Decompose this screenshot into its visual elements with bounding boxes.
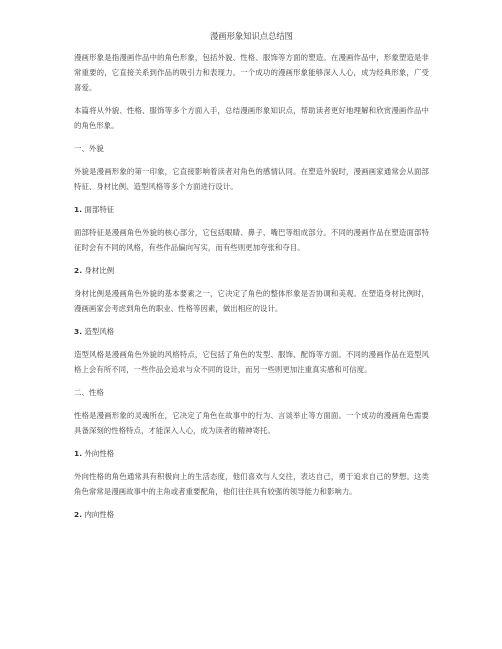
subsection-text-styling: 造型风格是漫画角色外貌的风格特点，它包括了角色的发型、服饰、配饰等方面。不同的漫画作品在造型风格上会有所不同，一些作品会追求与众不同的设计，而另一些则更加注重真实感和可信度。 bbox=[74, 350, 429, 374]
subheading-extroverted bbox=[74, 446, 429, 461]
subheading-styling bbox=[74, 324, 429, 339]
section-heading-appearance: 一、外貌 bbox=[74, 144, 104, 153]
subsection-text-extroverted: 外向性格的角色通常具有积极向上的生活态度，他们喜欢与人交往，表达自己，勇于追求自己的梦想。这类角色常常是漫画故事中的主角或者重要配角，他们往往具有较强的领导能力和影响力。 bbox=[74, 472, 429, 496]
subheading-facial-features bbox=[74, 202, 429, 217]
subheading-number: 2. bbox=[74, 510, 83, 519]
subheading-number: 3. bbox=[74, 327, 83, 336]
section-heading-personality: 二、性格 bbox=[74, 388, 104, 397]
document-title: 漫画形象知识点总结图 bbox=[210, 31, 293, 41]
subheading-label: 面部特征 bbox=[84, 205, 115, 214]
subheading-number: 1. bbox=[74, 205, 83, 214]
subheading-number: 2. bbox=[74, 266, 83, 275]
subheading-label: 外向性格 bbox=[84, 449, 115, 458]
intro-paragraph-1: 漫画形象是指漫画作品中的角色形象，包括外貌、性格、服饰等方面的塑造。在漫画作品中，形象塑造是非常重要的，它直接关系到作品的吸引力和表现力。一个成功的漫画形象能够深入人心，成为经典形象，广受喜爱。 bbox=[74, 53, 429, 92]
subheading-number: 1. bbox=[74, 449, 83, 458]
subheading-body-proportion bbox=[74, 263, 429, 278]
intro-paragraph-2: 本篇将从外貌、性格、服饰等多个方面入手，总结漫画形象知识点，帮助读者更好地理解和欣赏漫画作品中的角色形象。 bbox=[74, 106, 429, 130]
subsection-text-body-proportion: 身材比例是漫画角色外貌的基本要素之一，它决定了角色的整体形象是否协调和美观。在塑造身材比例时，漫画画家会考虑到角色的职业、性格等因素，做出相应的设计。 bbox=[74, 289, 429, 313]
section-text-appearance: 外貌是漫画形象的第一印象，它直接影响着读者对角色的感情认同。在塑造外貌时，漫画画家通常会从面部特征、身材比例、造型风格等多个方面进行设计。 bbox=[74, 167, 429, 191]
subheading-label: 身材比例 bbox=[84, 266, 115, 275]
subsection-text-facial-features: 面部特征是漫画角色外貌的核心部分，它包括眼睛、鼻子、嘴巴等组成部分。不同的漫画作品在塑造面部特征时会有不同的风格，有些作品偏向写实，而有些则更加夸张和夺目。 bbox=[74, 228, 429, 252]
subheading-introverted bbox=[74, 507, 429, 522]
subheading-label: 造型风格 bbox=[84, 327, 115, 336]
section-text-personality: 性格是漫画形象的灵魂所在，它决定了角色在故事中的行为、言谈举止等方面面。一个成功的漫画角色需要具备深刻的性格特点，才能深入人心，成为读者的精神寄托。 bbox=[74, 411, 429, 435]
subheading-label: 内向性格 bbox=[84, 510, 115, 519]
